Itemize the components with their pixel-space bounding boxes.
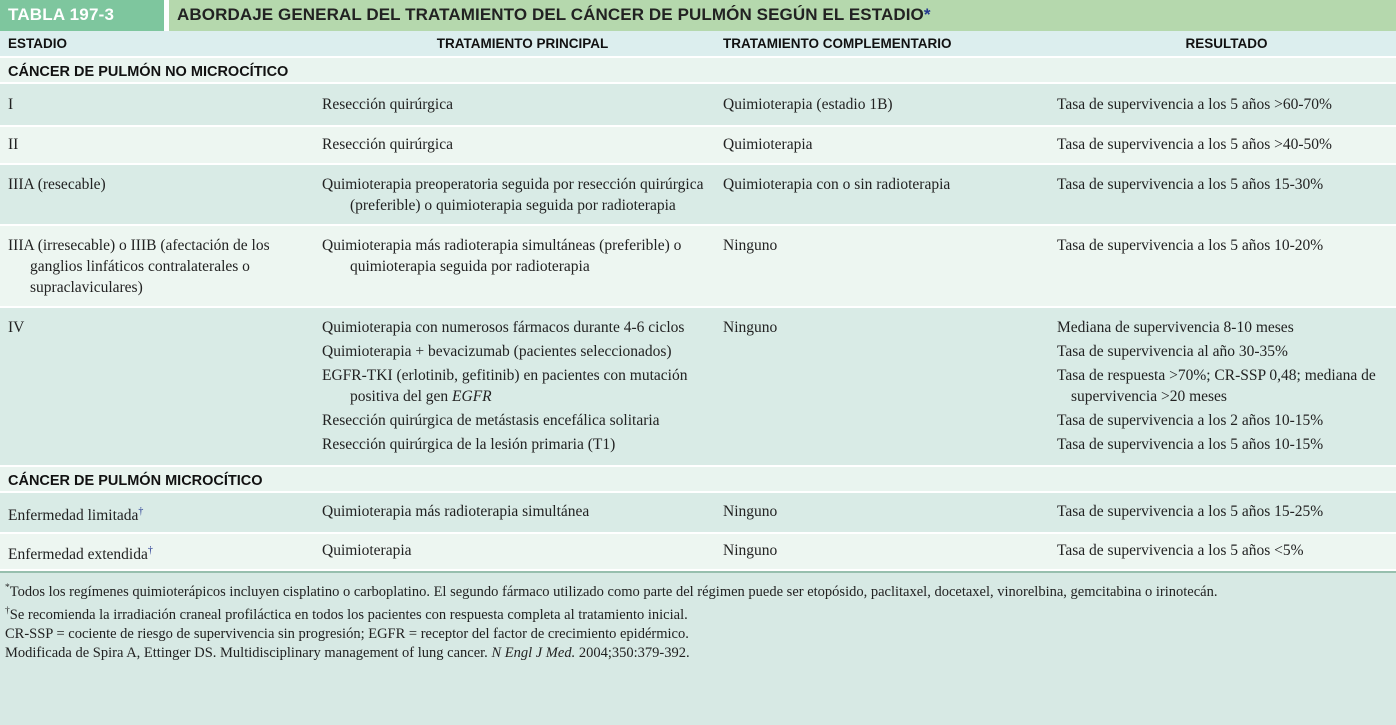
cell-resultado: Tasa de supervivencia a los 5 años 10-20% (1057, 237, 1324, 254)
cell-stage: IIIA (resecable) (8, 176, 106, 193)
footnote-cita: Modificada de Spira A, Ettinger DS. Multidisciplinary management of lung cancer. N Engl J Med. 2004;350:379-392. (5, 644, 690, 661)
cell-tratamiento-principal: Quimioterapia preoperatoria seguida por resección quirúrgica (preferible) o quimioterapia seguida por radioterapia (322, 176, 704, 214)
stage-iv-entry (0, 434, 1396, 455)
cell-tratamiento-complementario: Quimioterapia (723, 136, 813, 153)
cell-stage: IIIA (irresecable) o IIIB (afectación de los ganglios linfáticos contralaterales o supraclaviculares) (8, 237, 270, 296)
table-row-stage-ii (0, 127, 1396, 165)
cell-tratamiento-principal: Quimioterapia (322, 542, 412, 560)
cell-tratamiento-principal: Quimioterapia + bevacizumab (pacientes seleccionados) (322, 343, 672, 360)
footnotes (0, 573, 1396, 725)
asterisk-marker: * (5, 583, 10, 594)
cell-tratamiento-principal: Quimioterapia más radioterapia simultáneas (preferible) o quimioterapia seguida por radioterapia (322, 237, 682, 275)
cell-tratamiento-principal: Resección quirúrgica (322, 96, 453, 113)
cell-stage: Enfermedad limitada† (8, 506, 144, 525)
gene-name-italic: EGFR (452, 388, 492, 405)
cell-tratamiento-principal: Resección quirúrgica (322, 136, 453, 153)
cell-stage: IV (8, 319, 25, 336)
cell-tratamiento-principal: Resección quirúrgica de metástasis encefálica solitaria (322, 412, 660, 429)
cell-tratamiento-complementario: Ninguno (723, 542, 778, 560)
table-number-badge: TABLA 197-3 (0, 0, 164, 31)
dagger-marker: † (5, 606, 10, 617)
dagger-marker: † (138, 506, 144, 517)
footnote-abreviaturas: CR-SSP = cociente de riesgo de supervivencia sin progresión; EGFR = receptor del factor de crecimiento epidérmico. (5, 625, 689, 642)
cell-stage: I (8, 96, 14, 113)
cell-resultado: Mediana de supervivencia 8-10 meses (1057, 319, 1294, 336)
stage-iv-entry (0, 365, 1396, 407)
table-row-stage-iiia-irresecable-iiib (0, 226, 1396, 308)
dagger-marker: † (147, 545, 153, 557)
cell-resultado: Tasa de supervivencia a los 5 años >60-70% (1057, 96, 1332, 113)
cell-tratamiento-principal: EGFR-TKI (erlotinib, gefitinib) en pacientes con mutación positiva del gen EGFR (322, 367, 688, 405)
cell-resultado: Tasa de supervivencia a los 5 años 15-30% (1057, 176, 1324, 193)
table-row-enfermedad-limitada (0, 493, 1396, 534)
cell-tratamiento-principal: Quimioterapia con numerosos fármacos durante 4-6 ciclos (322, 319, 685, 336)
column-header-resultado: RESULTADO (1185, 36, 1268, 51)
cell-tratamiento-complementario: Ninguno (723, 319, 778, 336)
stage-iv-entry (0, 341, 1396, 362)
cell-stage: Enfermedad extendida† (8, 545, 153, 564)
cell-tratamiento-complementario: Quimioterapia (estadio 1B) (723, 96, 893, 113)
footnote-irradiacion: †Se recomienda la irradiación craneal profiláctica en todos los pacientes con respuesta completa al tratamiento inicial. (5, 606, 688, 623)
cell-resultado: Tasa de supervivencia a los 2 años 10-15% (1057, 412, 1324, 429)
stage-iv-entry (0, 410, 1396, 431)
table-title-band (169, 0, 1396, 31)
cell-tratamiento-principal: Quimioterapia más radioterapia simultánea (322, 503, 590, 520)
stage-iv-entry (0, 317, 1396, 338)
cell-tratamiento-complementario: Quimioterapia con o sin radioterapia (723, 176, 951, 193)
column-header-tratamiento-complementario: TRATAMIENTO COMPLEMENTARIO (723, 36, 952, 51)
table-row-stage-iv (0, 308, 1396, 467)
table-title: ABORDAJE GENERAL DEL TRATAMIENTO DEL CÁNCER DE PULMÓN SEGÚN EL ESTADIO (177, 5, 924, 24)
table-title-bar (0, 0, 1396, 31)
footnote-regimenes: *Todos los regímenes quimioterápicos incluyen cisplatino o carboplatino. El segundo fármaco utilizado como parte del régimen puede ser etopósido, paclitaxel, docetaxel, vinorelbina, gemcitabina o irinotecán. (5, 583, 1218, 601)
cell-tratamiento-complementario: Ninguno (723, 503, 778, 520)
table-row-stage-i (0, 84, 1396, 127)
cell-resultado: Tasa de supervivencia a los 5 años >40-50% (1057, 136, 1332, 153)
table-row-enfermedad-extendida (0, 534, 1396, 571)
cell-resultado: Tasa de supervivencia al año 30-35% (1057, 343, 1288, 360)
section-header-cancer-no-microcitico: CÁNCER DE PULMÓN NO MICROCÍTICO (0, 58, 1396, 84)
title-asterisk-marker: * (923, 5, 931, 24)
cell-tratamiento-complementario: Ninguno (723, 237, 778, 254)
cell-resultado: Tasa de supervivencia a los 5 años <5% (1057, 542, 1304, 560)
column-header-estadio: ESTADIO (8, 36, 68, 51)
column-header-row (0, 31, 1396, 58)
cell-tratamiento-principal: Resección quirúrgica de la lesión primaria (T1) (322, 436, 616, 453)
cell-stage: II (8, 136, 19, 153)
column-header-tratamiento-principal: TRATAMIENTO PRINCIPAL (436, 36, 609, 51)
cell-resultado: Tasa de supervivencia a los 5 años 10-15% (1057, 436, 1324, 453)
journal-name-italic: N Engl J Med. (491, 644, 576, 661)
cell-resultado: Tasa de supervivencia a los 5 años 15-25% (1057, 503, 1324, 520)
table-row-stage-iiia-resecable (0, 165, 1396, 226)
section-header-cancer-microcitico: CÁNCER DE PULMÓN MICROCÍTICO (0, 467, 1396, 493)
cell-resultado: Tasa de respuesta >70%; CR-SSP 0,48; mediana de supervivencia >20 meses (1057, 367, 1376, 405)
